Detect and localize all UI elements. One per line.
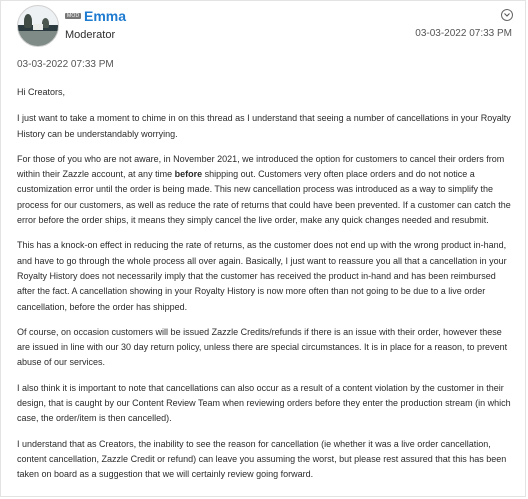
avatar-tree-shape bbox=[24, 14, 32, 28]
paragraph-1: I just want to take a moment to chime in on this thread as I understand that seeing a number of cancellations in your Royalty History can be understandably worrying. bbox=[17, 113, 511, 139]
avatar[interactable] bbox=[17, 5, 59, 47]
author-name-link[interactable]: Emma bbox=[84, 8, 127, 24]
chevron-down-icon bbox=[504, 13, 510, 17]
paragraph-3: This has a knock-on effect in reducing the rate of returns, as the customer does not end up with the wrong product in-hand, and have to go through the whole process all over again. Basically, I just want to reassure you all that a cancellation in your Royalty History does not necessarily imply that the customer has received the product in-hand and has been reimbursed after the fact. A cancellation showing in your Royalty History is now more often than not going to be due to a live order cancellation, before the order has shipped. bbox=[17, 240, 507, 312]
paragraph-6: I understand that as Creators, the inability to see the reason for cancellation (ie whether it was a live order cancellation, content cancellation, Zazzle Credit or refund) can leave you assuming the worst, but please rest assured that this has been taken on board as a suggestion that we will certainly review going forward. bbox=[17, 438, 507, 480]
rank-badge: MOD bbox=[67, 13, 80, 19]
post-date: 03-03-2022 07:33 PM bbox=[17, 59, 114, 70]
paragraph-5: I also think it is important to note that cancellations can also occur as a result of a content violation by the customer in their design, that is caught by our Content Review Team when reviewing orders before they enter the production stream (in which case, the order/item is then cancelled). bbox=[17, 382, 511, 424]
avatar-tree-shape-2 bbox=[42, 18, 49, 28]
post-body bbox=[17, 85, 515, 493]
paragraph-2-part-1: For those of you who are not aware, in November 2021, we introduced the option for customers to cancel their orders from within their Zazzle account, at any time bbox=[17, 153, 505, 180]
avatar-house-shape bbox=[33, 24, 43, 30]
post-options-menu-button[interactable] bbox=[501, 9, 513, 21]
greeting: Hi Creators, bbox=[17, 87, 66, 97]
header-timestamp: 03-03-2022 07:33 PM bbox=[415, 28, 512, 39]
paragraph-4: Of course, on occasion customers will be issued Zazzle Credits/refunds if there is an issue with their order, however these are issued in line with our 30 day return policy, unless there are special circumstances. It is in place for a reason, to prevent abuse of our services. bbox=[17, 326, 508, 368]
author-role: Moderator bbox=[65, 29, 116, 41]
post-header bbox=[1, 1, 525, 51]
paragraph-2-bold: before bbox=[174, 169, 203, 180]
paragraph-2-part-2: shipping out. Customers very often place orders and do not notice a customization error until the order is being made. This new cancellation process was introduced as a way to simplify the process for our customers, as well as reduce the rate of returns that could have been prevented. If a customer can catch the error before the order ships, it means they simply cancel the live order, make any quick changes needed and resubmit. bbox=[17, 169, 511, 226]
paragraph-2 bbox=[17, 152, 515, 228]
